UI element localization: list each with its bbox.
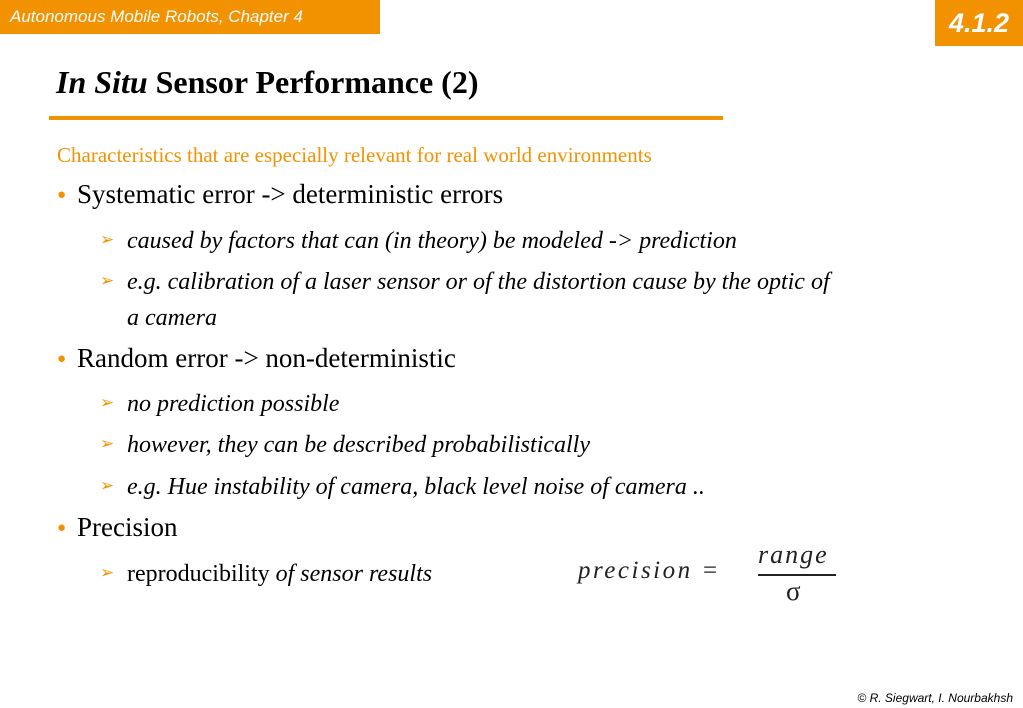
chapter-header: Autonomous Mobile Robots, Chapter 4 [0,0,380,34]
subbullet-text: e.g. Hue instability of camera, black level noise of camera .. [127,474,705,500]
subbullet-hue-instability [100,470,705,506]
subbullet-text-continued: a camera [127,304,217,331]
subbullet-text-normal: reproducibility [127,561,276,587]
arrow-bullet-icon: ➢ [100,433,115,454]
bullet-systematic-error [57,179,503,210]
bullet-text: Random error -> non-deterministic [77,343,456,373]
title-main-part: Sensor Performance (2) [147,64,479,100]
title-italic-part: In Situ [56,64,148,100]
section-number-badge: 4.1.2 [935,0,1023,46]
subbullet-modeled [100,224,737,260]
bullet-precision [57,512,178,543]
arrow-bullet-icon: ➢ [100,392,115,413]
bullet-dot-icon: ● [57,519,67,537]
bullet-dot-icon: ● [57,186,67,204]
precision-formula [578,540,848,610]
slide-subtitle: Characteristics that are especially relevant for real world environments [57,143,652,167]
arrow-bullet-icon: ➢ [100,562,115,583]
arrow-bullet-icon: ➢ [100,475,115,496]
arrow-bullet-icon: ➢ [100,270,115,291]
subbullet-reproducibility [100,557,432,593]
subbullet-probabilistic [100,428,590,464]
formula-denominator: σ [786,576,801,606]
arrow-bullet-icon: ➢ [100,229,115,250]
subbullet-text: no prediction possible [127,391,340,417]
title-underline [49,116,723,120]
bullet-text: Precision [77,512,178,542]
subbullet-text-italic: of sensor results [275,561,433,587]
subbullet-no-prediction [100,387,339,423]
slide-title [56,64,478,101]
formula-numerator: range [758,540,829,569]
bullet-random-error [57,343,456,374]
subbullet-text: e.g. calibration of a laser sensor or of the distortion cause by the optic of [127,269,830,295]
subbullet-calibration [100,265,830,336]
bullet-text: Systematic error -> deterministic errors [77,179,504,209]
bullet-dot-icon: ● [57,350,67,368]
copyright-footer: © R. Siegwart, I. Nourbakhsh [857,691,1013,705]
subbullet-text: caused by factors that can (in theory) be modeled -> prediction [127,228,737,254]
formula-lhs: precision = [578,557,721,584]
subbullet-text: however, they can be described probabilistically [127,432,590,458]
